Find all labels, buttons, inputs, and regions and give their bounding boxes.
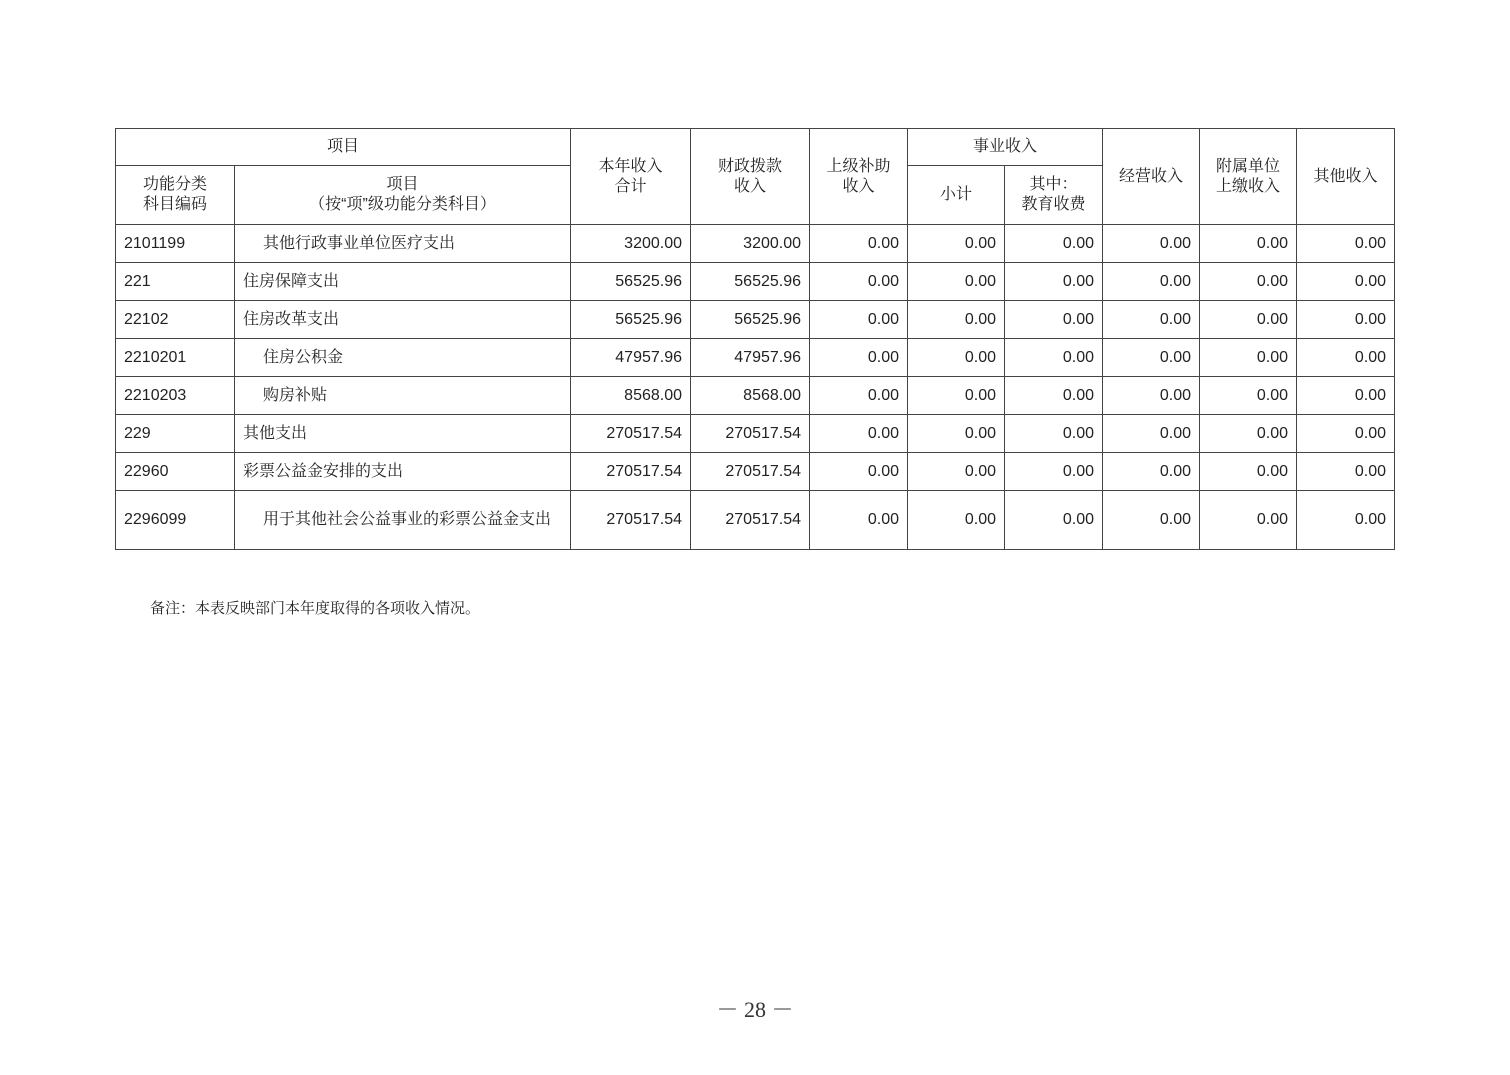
operating-income-cell: 0.00 bbox=[1103, 301, 1200, 339]
code-cell: 22102 bbox=[116, 301, 235, 339]
business-income-header-text: 事业收入 bbox=[973, 138, 1038, 155]
subtotal-header-text: 小计 bbox=[940, 186, 973, 203]
item-name-cell: 彩票公益金安排的支出 bbox=[235, 453, 571, 491]
item-group-header bbox=[116, 129, 571, 166]
business-subtotal-cell: 0.00 bbox=[908, 301, 1005, 339]
education-fee-cell: 0.00 bbox=[1005, 377, 1103, 415]
other-income-cell: 0.00 bbox=[1297, 339, 1395, 377]
code-cell: 221 bbox=[116, 263, 235, 301]
other-income-cell: 0.00 bbox=[1297, 301, 1395, 339]
education-fee-header-text: 其中： 教育收费 bbox=[1021, 176, 1086, 213]
code-cell: 2210203 bbox=[116, 377, 235, 415]
total-income-cell: 8568.00 bbox=[571, 377, 691, 415]
business-subtotal-cell: 0.00 bbox=[908, 491, 1005, 550]
fiscal-appropriation-cell: 56525.96 bbox=[691, 263, 810, 301]
table-row bbox=[116, 339, 1395, 377]
table-row bbox=[116, 415, 1395, 453]
business-subtotal-cell: 0.00 bbox=[908, 415, 1005, 453]
income-table bbox=[115, 128, 1395, 550]
fiscal-appropriation-cell: 3200.00 bbox=[691, 225, 810, 263]
code-cell: 2210201 bbox=[116, 339, 235, 377]
superior-subsidy-header-text: 上级补助 收入 bbox=[826, 157, 891, 195]
superior-subsidy-cell: 0.00 bbox=[810, 339, 908, 377]
total-income-cell: 270517.54 bbox=[571, 491, 691, 550]
table-row bbox=[116, 377, 1395, 415]
other-income-cell: 0.00 bbox=[1297, 263, 1395, 301]
code-cell: 229 bbox=[116, 415, 235, 453]
superior-subsidy-cell: 0.00 bbox=[810, 263, 908, 301]
table-row bbox=[116, 301, 1395, 339]
education-fee-cell: 0.00 bbox=[1005, 453, 1103, 491]
subtotal-header bbox=[908, 166, 1005, 225]
other-income-header bbox=[1297, 129, 1395, 225]
fiscal-appropriation-header bbox=[691, 129, 810, 225]
table-note: 备注：本表反映部门本年度取得的各项收入情况。 bbox=[150, 599, 481, 617]
education-fee-cell: 0.00 bbox=[1005, 415, 1103, 453]
superior-subsidy-cell: 0.00 bbox=[810, 377, 908, 415]
table-body bbox=[116, 225, 1395, 550]
operating-income-cell: 0.00 bbox=[1103, 491, 1200, 550]
table-row bbox=[116, 263, 1395, 301]
total-income-header bbox=[571, 129, 691, 225]
total-income-cell: 3200.00 bbox=[571, 225, 691, 263]
total-income-header-text: 本年收入 合计 bbox=[598, 157, 663, 195]
fiscal-appropriation-cell: 270517.54 bbox=[691, 491, 810, 550]
item-name-cell: 其他支出 bbox=[235, 415, 571, 453]
education-fee-cell: 0.00 bbox=[1005, 491, 1103, 550]
superior-subsidy-cell: 0.00 bbox=[810, 301, 908, 339]
affiliated-unit-income-cell: 0.00 bbox=[1200, 453, 1297, 491]
fiscal-appropriation-cell: 56525.96 bbox=[691, 301, 810, 339]
business-subtotal-cell: 0.00 bbox=[908, 377, 1005, 415]
total-income-cell: 56525.96 bbox=[571, 263, 691, 301]
function-code-header-text: 功能分类 科目编码 bbox=[142, 176, 207, 213]
operating-income-cell: 0.00 bbox=[1103, 339, 1200, 377]
fiscal-appropriation-cell: 270517.54 bbox=[691, 415, 810, 453]
item-name-cell: 用于其他社会公益事业的彩票公益金支出 bbox=[235, 491, 571, 550]
operating-income-header bbox=[1103, 129, 1200, 225]
code-cell: 2296099 bbox=[116, 491, 235, 550]
other-income-cell: 0.00 bbox=[1297, 453, 1395, 491]
education-fee-cell: 0.00 bbox=[1005, 301, 1103, 339]
item-name-header bbox=[235, 166, 571, 225]
superior-subsidy-cell: 0.00 bbox=[810, 225, 908, 263]
superior-subsidy-header bbox=[810, 129, 908, 225]
function-code-header bbox=[116, 166, 235, 225]
business-subtotal-cell: 0.00 bbox=[908, 225, 1005, 263]
operating-income-cell: 0.00 bbox=[1103, 377, 1200, 415]
affiliated-unit-income-cell: 0.00 bbox=[1200, 263, 1297, 301]
affiliated-unit-income-cell: 0.00 bbox=[1200, 491, 1297, 550]
total-income-cell: 47957.96 bbox=[571, 339, 691, 377]
education-fee-cell: 0.00 bbox=[1005, 263, 1103, 301]
business-subtotal-cell: 0.00 bbox=[908, 453, 1005, 491]
item-name-cell: 住房保障支出 bbox=[235, 263, 571, 301]
table-row bbox=[116, 453, 1395, 491]
other-income-cell: 0.00 bbox=[1297, 415, 1395, 453]
item-name-cell: 购房补贴 bbox=[235, 377, 571, 415]
affiliated-unit-income-header-text: 附属单位 上缴收入 bbox=[1216, 157, 1281, 195]
affiliated-unit-income-cell: 0.00 bbox=[1200, 339, 1297, 377]
operating-income-cell: 0.00 bbox=[1103, 453, 1200, 491]
table-row bbox=[116, 225, 1395, 263]
affiliated-unit-income-cell: 0.00 bbox=[1200, 225, 1297, 263]
page-number: － 28 － bbox=[716, 997, 794, 1022]
affiliated-unit-income-cell: 0.00 bbox=[1200, 415, 1297, 453]
other-income-cell: 0.00 bbox=[1297, 225, 1395, 263]
superior-subsidy-cell: 0.00 bbox=[810, 453, 908, 491]
code-cell: 2101199 bbox=[116, 225, 235, 263]
operating-income-cell: 0.00 bbox=[1103, 415, 1200, 453]
fiscal-appropriation-cell: 47957.96 bbox=[691, 339, 810, 377]
affiliated-unit-income-header bbox=[1200, 129, 1297, 225]
fiscal-appropriation-header-text: 财政拨款 收入 bbox=[718, 157, 783, 195]
total-income-cell: 270517.54 bbox=[571, 415, 691, 453]
total-income-cell: 270517.54 bbox=[571, 453, 691, 491]
item-name-header-text: 项目 （按“项”级功能分类科目） bbox=[309, 176, 496, 213]
superior-subsidy-cell: 0.00 bbox=[810, 491, 908, 550]
education-fee-cell: 0.00 bbox=[1005, 339, 1103, 377]
other-income-cell: 0.00 bbox=[1297, 377, 1395, 415]
operating-income-cell: 0.00 bbox=[1103, 225, 1200, 263]
business-subtotal-cell: 0.00 bbox=[908, 339, 1005, 377]
code-cell: 22960 bbox=[116, 453, 235, 491]
business-income-header bbox=[908, 129, 1103, 166]
affiliated-unit-income-cell: 0.00 bbox=[1200, 377, 1297, 415]
education-fee-header bbox=[1005, 166, 1103, 225]
operating-income-header-text: 经营收入 bbox=[1119, 167, 1184, 185]
item-name-cell: 住房公积金 bbox=[235, 339, 571, 377]
item-group-header-text: 项目 bbox=[327, 138, 360, 155]
item-name-cell: 住房改革支出 bbox=[235, 301, 571, 339]
item-name-cell: 其他行政事业单位医疗支出 bbox=[235, 225, 571, 263]
total-income-cell: 56525.96 bbox=[571, 301, 691, 339]
other-income-cell: 0.00 bbox=[1297, 491, 1395, 550]
other-income-header-text: 其他收入 bbox=[1313, 167, 1378, 185]
fiscal-appropriation-cell: 270517.54 bbox=[691, 453, 810, 491]
superior-subsidy-cell: 0.00 bbox=[810, 415, 908, 453]
operating-income-cell: 0.00 bbox=[1103, 263, 1200, 301]
business-subtotal-cell: 0.00 bbox=[908, 263, 1005, 301]
education-fee-cell: 0.00 bbox=[1005, 225, 1103, 263]
affiliated-unit-income-cell: 0.00 bbox=[1200, 301, 1297, 339]
fiscal-appropriation-cell: 8568.00 bbox=[691, 377, 810, 415]
table-row bbox=[116, 491, 1395, 550]
